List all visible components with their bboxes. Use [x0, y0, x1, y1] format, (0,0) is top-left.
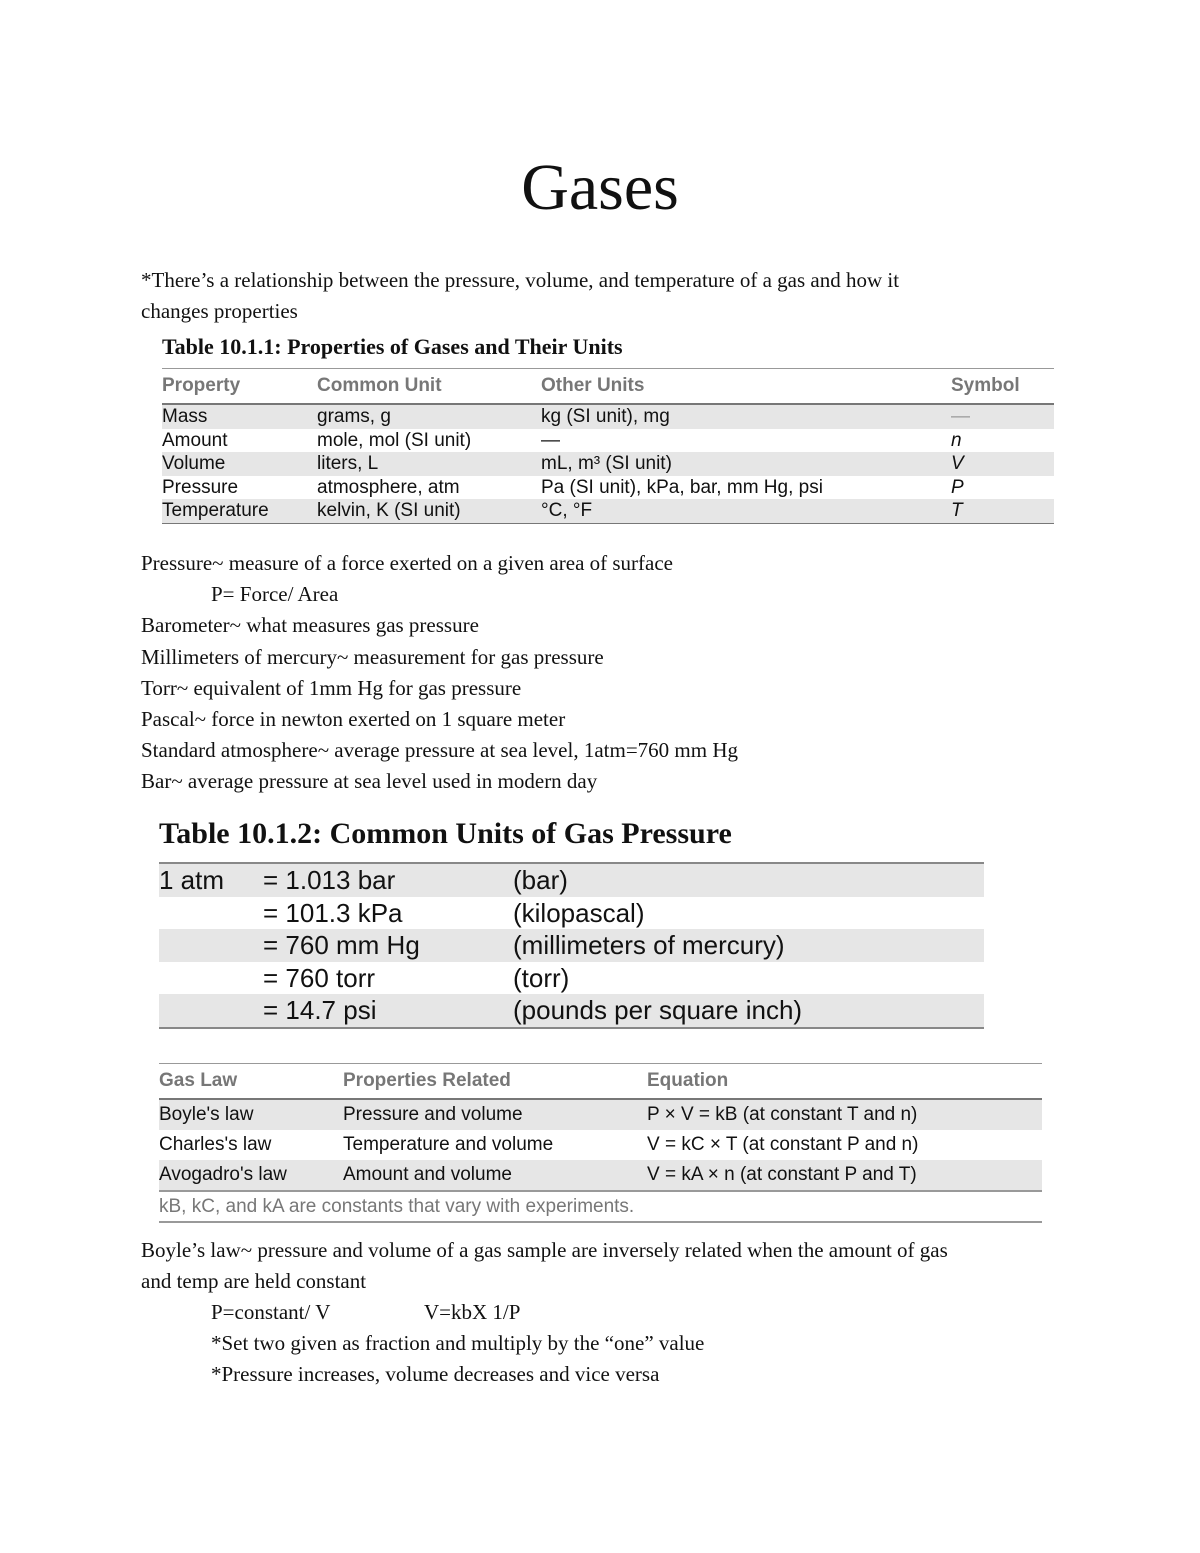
table-row — [159, 1100, 1042, 1130]
header-property: Property — [162, 375, 241, 396]
cell: = 760 torr — [263, 962, 376, 993]
cell: (bar) — [513, 865, 568, 895]
cell: Pressure — [162, 476, 239, 498]
table-row — [159, 1160, 1042, 1190]
cell: P × V = kB (at constant T and n) — [647, 1104, 918, 1125]
cell: kg (SI unit), mg — [541, 406, 670, 427]
pressure-units-table-caption: Table 10.1.2: Common Units of Gas Pressure — [159, 817, 732, 850]
table-row — [159, 864, 984, 897]
intro-line-2: changes properties — [141, 299, 298, 323]
cell: liters, L — [317, 453, 379, 475]
cell: Pressure and volume — [343, 1104, 523, 1125]
properties-table-caption: Table 10.1.1: Properties of Gases and Their Units — [162, 334, 623, 359]
note-line: P= Force/ Area — [211, 582, 339, 606]
gas-laws-table-header — [159, 1063, 1042, 1100]
cell: P — [951, 476, 964, 498]
cell: atmosphere, atm — [317, 476, 460, 498]
properties-table-header — [162, 368, 1054, 405]
gas-laws-table — [159, 1063, 1042, 1223]
cell: = 101.3 kPa — [263, 897, 403, 928]
table-row — [159, 929, 984, 962]
note-line: Torr~ equivalent of 1mm Hg for gas pressure — [141, 676, 522, 700]
header-equation: Equation — [647, 1070, 729, 1091]
note-line: and temp are held constant — [141, 1269, 367, 1293]
cell: Mass — [162, 406, 208, 427]
cell: T — [951, 500, 963, 522]
note-line: *Set two given as fraction and multiply by the “one” value — [211, 1331, 705, 1355]
header-other-units: Other Units — [541, 375, 645, 396]
note-line: P=constant/ V — [211, 1300, 331, 1324]
note-line: Boyle’s law~ pressure and volume of a gas sample are inversely related when the amount of gas — [141, 1238, 948, 1262]
table-row — [162, 429, 1054, 453]
table-row — [162, 499, 1054, 524]
cell: (torr) — [513, 962, 570, 993]
table-row — [162, 405, 1054, 429]
cell: Charles's law — [159, 1134, 272, 1155]
cell: Boyle's law — [159, 1104, 254, 1125]
intro-line-1: *There’s a relationship between the pressure, volume, and temperature of a gas and how it — [141, 268, 900, 292]
cell: kelvin, K (SI unit) — [317, 500, 461, 522]
header-gas-law: Gas Law — [159, 1070, 238, 1091]
cell: (pounds per square inch) — [513, 995, 803, 1026]
cell: mole, mol (SI unit) — [317, 429, 472, 451]
note-line: Bar~ average pressure at sea level used in modern day — [141, 769, 598, 793]
table-row — [162, 476, 1054, 500]
cell: Amount and volume — [343, 1164, 512, 1185]
pressure-units-table — [159, 812, 984, 1029]
cell: Pa (SI unit), kPa, bar, mm Hg, psi — [541, 476, 823, 498]
cell: — — [541, 429, 560, 451]
header-symbol: Symbol — [951, 375, 1020, 396]
cell: Temperature — [162, 500, 269, 522]
note-line: V=kbX 1/P — [424, 1300, 521, 1324]
table-row — [159, 994, 984, 1029]
footnote-text: kB, kC, and kA are constants that vary with experiments. — [159, 1196, 635, 1217]
cell: V = kC × T (at constant P and n) — [647, 1134, 919, 1155]
note-line: Millimeters of mercury~ measurement for gas pressure — [141, 645, 604, 669]
table-row — [159, 962, 984, 995]
cell: °C, °F — [541, 500, 593, 522]
note-line: Pascal~ force in newton exerted on 1 square meter — [141, 707, 566, 731]
note-line: Pressure~ measure of a force exerted on a given area of surface — [141, 551, 674, 575]
header-common-unit: Common Unit — [317, 375, 442, 396]
cell: = 14.7 psi — [263, 995, 377, 1026]
cell: Avogadro's law — [159, 1164, 287, 1185]
gas-laws-table-footnote — [159, 1190, 1042, 1223]
cell: — — [951, 406, 970, 427]
cell: n — [951, 429, 962, 451]
table-row — [159, 897, 984, 930]
page-title: Gases — [521, 151, 679, 224]
cell: = 760 mm Hg — [263, 930, 420, 961]
cell: = 1.013 bar — [263, 865, 396, 895]
note-line: *Pressure increases, volume decreases and vice versa — [211, 1362, 660, 1386]
cell: Volume — [162, 453, 226, 475]
table-row — [159, 1130, 1042, 1160]
cell: V = kA × n (at constant P and T) — [647, 1164, 917, 1185]
cell: Amount — [162, 429, 228, 451]
cell: mL, m³ (SI unit) — [541, 453, 672, 475]
note-line: Standard atmosphere~ average pressure at sea level, 1atm=760 mm Hg — [141, 738, 739, 762]
cell: (kilopascal) — [513, 897, 645, 928]
table-row — [162, 452, 1054, 476]
note-line: Barometer~ what measures gas pressure — [141, 613, 479, 637]
header-properties-related: Properties Related — [343, 1070, 511, 1091]
cell: grams, g — [317, 406, 391, 427]
properties-table — [162, 330, 1054, 524]
cell: Temperature and volume — [343, 1134, 554, 1155]
cell: V — [951, 453, 964, 475]
cell: 1 atm — [159, 865, 225, 895]
cell: (millimeters of mercury) — [513, 930, 785, 961]
